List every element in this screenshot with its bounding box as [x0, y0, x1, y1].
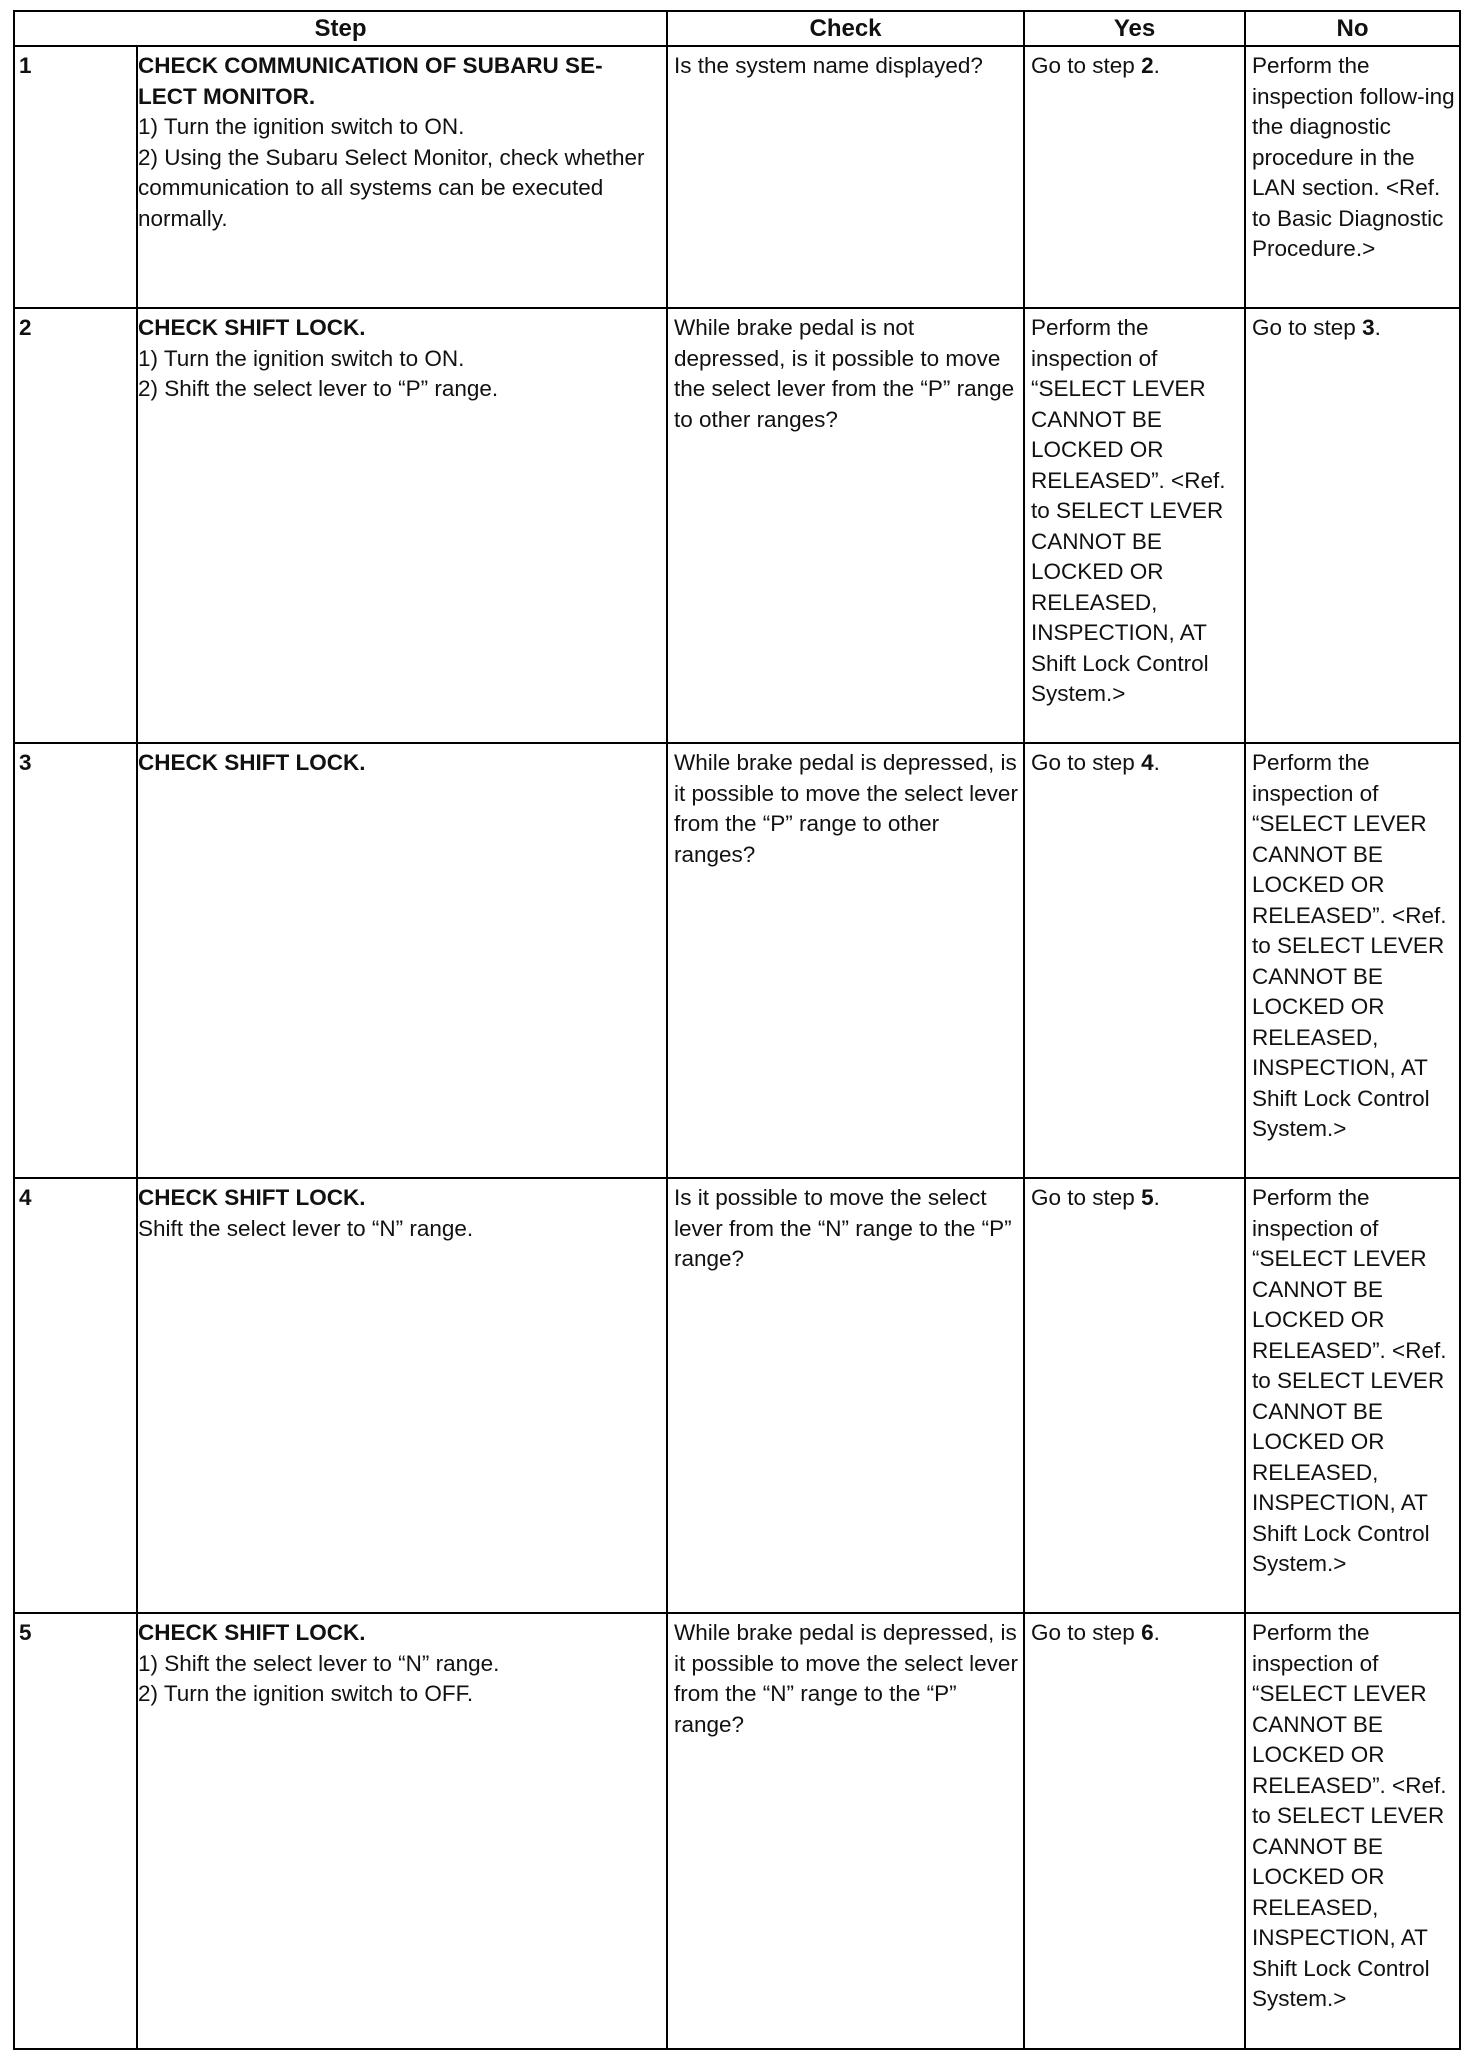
step-cell: [137, 743, 667, 1178]
no-step-link: 3: [1362, 315, 1375, 340]
table-row: [14, 1178, 1460, 1613]
step-number: 1: [14, 46, 137, 308]
check-cell: Is it possible to move the select lever from the “N” range to the “P” range?: [667, 1178, 1024, 1613]
table-header-row: [14, 11, 1460, 46]
step-cell: [137, 308, 667, 743]
step-instruction: 2) Turn the ignition switch to OFF.: [138, 1681, 474, 1706]
yes-prefix: Go to step: [1031, 53, 1142, 78]
header-no: No: [1245, 11, 1460, 46]
yes-step-link: 5: [1141, 1185, 1154, 1210]
step-number: 3: [14, 743, 137, 1178]
step-cell: [137, 1178, 667, 1613]
check-cell: Is the system name displayed?: [667, 46, 1024, 308]
yes-cell: [1024, 1613, 1245, 2049]
table-row: [14, 308, 1460, 743]
no-cell: Perform the inspection of “SELECT LEVER CANNOT BE LOCKED OR RELEASED”. <Ref. to SELECT LEVER CANNOT BE LOCKED OR RELEASED, INSPECTION, AT Shift Lock Control System.>: [1245, 1178, 1460, 1613]
yes-prefix: Go to step: [1031, 1620, 1142, 1645]
table-row: [14, 743, 1460, 1178]
header-yes: Yes: [1024, 11, 1245, 46]
step-title: CHECK COMMUNICATION OF SUBARU SE-: [138, 53, 603, 78]
yes-cell: [1024, 743, 1245, 1178]
yes-suffix: .: [1153, 750, 1160, 775]
yes-suffix: .: [1153, 53, 1160, 78]
step-instruction: 1) Shift the select lever to “N” range.: [138, 1650, 500, 1676]
step-title: CHECK SHIFT LOCK.: [138, 315, 366, 340]
step-title: CHECK SHIFT LOCK.: [138, 1620, 366, 1645]
step-number: 2: [14, 308, 137, 743]
no-cell: Perform the inspection follow-ing the diagnostic procedure in the LAN section. <Ref. to Basic Diagnostic Procedure.>: [1245, 46, 1460, 308]
yes-cell: Perform the inspection of “SELECT LEVER CANNOT BE LOCKED OR RELEASED”. <Ref. to SELECT LEVER CANNOT BE LOCKED OR RELEASED, INSPECTION, AT Shift Lock Control System.>: [1024, 308, 1245, 743]
step-instruction: 2) Shift the select lever to “P” range.: [138, 376, 499, 401]
step-number: 5: [14, 1613, 137, 2049]
header-step: Step: [14, 11, 667, 46]
step-title: CHECK SHIFT LOCK.: [138, 1185, 366, 1210]
check-cell: While brake pedal is not depressed, is it possible to move the select lever from the “P” range to other ranges?: [667, 308, 1024, 743]
yes-cell: [1024, 46, 1245, 308]
no-prefix: Go to step: [1252, 315, 1363, 340]
step-cell: [137, 1613, 667, 2049]
yes-step-link: 2: [1141, 53, 1154, 78]
step-title-continued: LECT MONITOR.: [138, 83, 316, 109]
yes-suffix: .: [1153, 1185, 1160, 1210]
yes-cell: [1024, 1178, 1245, 1613]
step-instruction: 1) Turn the ignition switch to ON.: [138, 114, 465, 139]
yes-prefix: Go to step: [1031, 750, 1142, 775]
check-cell: While brake pedal is depressed, is it possible to move the select lever from the “P” range to other ranges?: [667, 743, 1024, 1178]
yes-step-link: 4: [1141, 750, 1154, 775]
no-cell: Perform the inspection of “SELECT LEVER CANNOT BE LOCKED OR RELEASED”. <Ref. to SELECT LEVER CANNOT BE LOCKED OR RELEASED, INSPECTION, AT Shift Lock Control System.>: [1245, 1613, 1460, 2049]
step-instruction: 2) Using the Subaru Select Monitor, check whether communication to all systems can be executed normally.: [138, 144, 645, 231]
yes-step-link: 6: [1141, 1620, 1154, 1645]
step-title: CHECK SHIFT LOCK.: [138, 750, 366, 775]
yes-prefix: Go to step: [1031, 1185, 1142, 1210]
no-suffix: .: [1374, 315, 1381, 340]
no-cell: [1245, 308, 1460, 743]
table-row: [14, 1613, 1460, 2049]
yes-suffix: .: [1153, 1620, 1160, 1645]
check-cell: While brake pedal is depressed, is it possible to move the select lever from the “N” range to the “P” range?: [667, 1613, 1024, 2049]
step-cell: [137, 46, 667, 308]
step-instruction: Shift the select lever to “N” range.: [138, 1215, 474, 1241]
header-check: Check: [667, 11, 1024, 46]
step-instruction: 1) Turn the ignition switch to ON.: [138, 345, 465, 371]
table-row: [14, 46, 1460, 308]
no-cell: Perform the inspection of “SELECT LEVER CANNOT BE LOCKED OR RELEASED”. <Ref. to SELECT LEVER CANNOT BE LOCKED OR RELEASED, INSPECTION, AT Shift Lock Control System.>: [1245, 743, 1460, 1178]
diagnostic-table: [13, 10, 1461, 2050]
step-number: 4: [14, 1178, 137, 1613]
